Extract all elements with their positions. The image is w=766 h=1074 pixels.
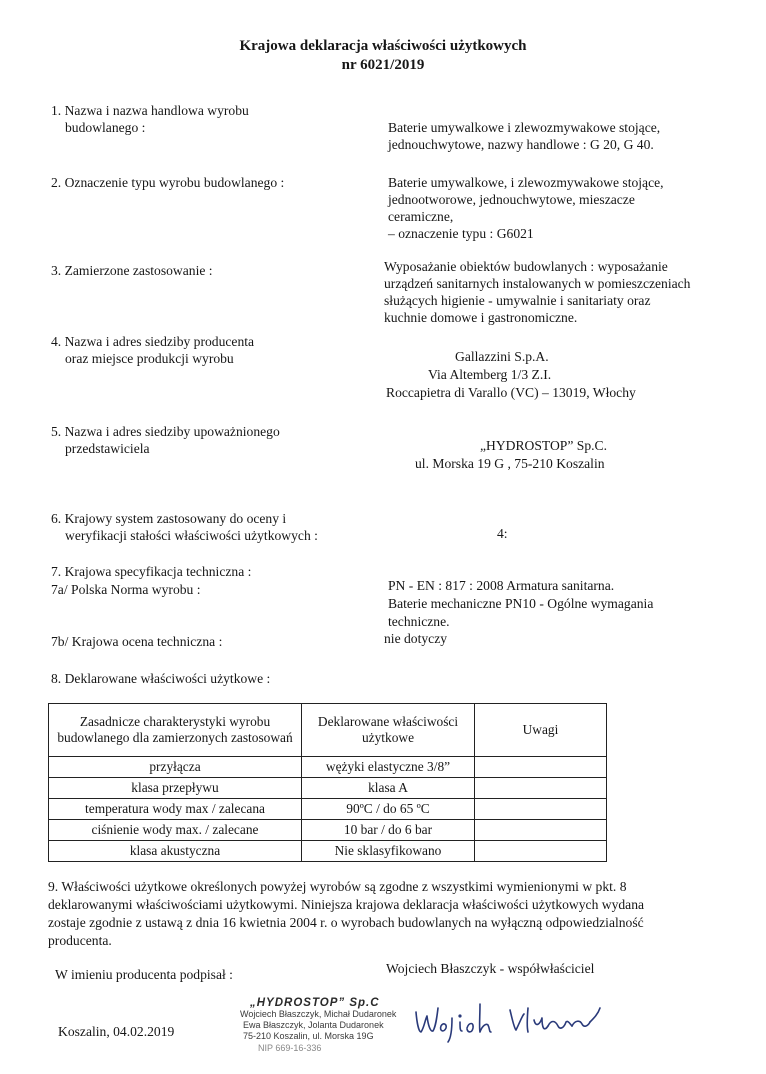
item-4-value-line: Roccapietra di Varallo (VC) – 13019, Włochy	[386, 385, 636, 400]
item-3-label: 3. Zamierzone zastosowanie :	[51, 263, 213, 278]
item-1-value-line: jednouchwytowe, nazwy handlowe : G 20, G 40.	[388, 137, 654, 152]
table-row	[49, 778, 607, 799]
item-5-label: 5. Nazwa i adres siedziby upoważnionego	[51, 424, 280, 439]
item-5-value-line: „HYDROSTOP” Sp.C.	[480, 438, 608, 453]
signature-text: Wojciech Błaszczyk	[520, 1042, 529, 1043]
company-stamp-line: NIP 669-16-336	[258, 1043, 322, 1053]
properties-table	[48, 703, 607, 862]
table-row	[49, 799, 607, 820]
table-cell: wężyki elastyczne 3/8”	[302, 757, 475, 778]
table-header-cell: Deklarowane właściwości użytkowe	[302, 704, 475, 757]
table-cell: przyłącza	[49, 757, 302, 778]
item-2-value-line: ceramiczne,	[388, 209, 454, 224]
statement-line: producenta.	[48, 933, 112, 948]
item-7b-value: nie dotyczy	[384, 631, 448, 646]
company-stamp-title: „HYDROSTOP” Sp.C	[250, 997, 380, 1009]
item-7a-value-line: Baterie mechaniczne PN10 - Ogólne wymagania	[388, 596, 654, 611]
item-3-value-line: Wyposażanie obiektów budowlanych : wyposażanie	[384, 259, 668, 274]
item-8-label: 8. Deklarowane właściwości użytkowe :	[51, 671, 271, 686]
table-header-row	[49, 704, 607, 757]
table-cell: 90ºC / do 65 ºC	[302, 799, 475, 820]
item-7a-value-line: techniczne.	[388, 614, 450, 629]
item-6-label-cont: weryfikacji stałości właściwości użytkowych :	[65, 528, 318, 543]
company-stamp-line: Ewa Błaszczyk, Jolanta Dudaronek	[243, 1020, 384, 1030]
item-3-value-line: kuchnie domowe i gastronomiczne.	[384, 310, 578, 325]
table-cell: 10 bar / do 6 bar	[302, 820, 475, 841]
item-7b-label: 7b/ Krajowa ocena techniczna :	[51, 634, 223, 649]
item-7a-label: 7a/ Polska Norma wyrobu :	[51, 582, 201, 597]
table-row	[49, 841, 607, 862]
item-2-value-line: – oznaczenie typu : G6021	[388, 226, 534, 241]
item-2-value-line: Baterie umywalkowe, i zlewozmywakowe stojące,	[388, 175, 664, 190]
item-1-value-line: Baterie umywalkowe i zlewozmywakowe stojące,	[388, 120, 661, 135]
table-row	[49, 820, 607, 841]
statement-line: zostaje zgodnie z ustawą z dnia 16 kwietnia 2004 r. o wyrobach budowlanych na wyłączną odpowiedzialność	[48, 915, 644, 930]
table-row	[49, 757, 607, 778]
table-cell	[475, 778, 607, 799]
item-7a-value-line: PN - EN : 817 : 2008 Armatura sanitarna.	[388, 578, 615, 593]
item-7-label: 7. Krajowa specyfikacja techniczna :	[51, 564, 252, 579]
item-3-value-line: służących higienie - umywalnie i sanitariaty oraz	[384, 293, 651, 308]
statement-line: deklarowanymi właściwościami użytkowymi. Niniejsza krajowa deklaracja właściwości użytkowych wydana	[48, 897, 645, 912]
item-2-label: 2. Oznaczenie typu wyrobu budowlanego :	[51, 175, 285, 190]
item-5-label-cont: przedstawiciela	[65, 441, 150, 456]
document-title: Krajowa deklaracja właściwości użytkowych	[239, 38, 527, 54]
document-number: nr 6021/2019	[341, 57, 425, 73]
table-cell	[475, 799, 607, 820]
item-4-value-line: Via Altemberg 1/3 Z.I.	[428, 367, 552, 382]
table-cell: klasa A	[302, 778, 475, 799]
table-cell: klasa przepływu	[49, 778, 302, 799]
table-header-cell: Zasadnicze charakterystyki wyrobu budowlanego dla zamierzonych zastosowań	[49, 704, 302, 757]
item-4-label-cont: oraz miejsce produkcji wyrobu	[65, 351, 234, 366]
handwritten-signature	[410, 998, 610, 1046]
item-4-label: 4. Nazwa i adres siedziby producenta	[51, 334, 255, 349]
item-6-label: 6. Krajowy system zastosowany do oceny i	[51, 511, 287, 526]
company-stamp-line: Wojciech Błaszczyk, Michał Dudaronek	[240, 1009, 397, 1019]
table-cell: klasa akustyczna	[49, 841, 302, 862]
statement-line: 9. Właściwości użytkowe określonych powyżej wyrobów są zgodne z wszystkimi wymienionymi w pkt. 8	[48, 879, 627, 894]
item-5-value-line: ul. Morska 19 G , 75-210 Koszalin	[415, 456, 605, 471]
item-4-value-line: Gallazzini S.p.A.	[455, 349, 549, 364]
item-1-label: 1. Nazwa i nazwa handlowa wyrobu	[51, 103, 249, 118]
table-cell: ciśnienie wody max. / zalecane	[49, 820, 302, 841]
table-cell: Nie sklasyfikowano	[302, 841, 475, 862]
item-2-value-line: jednootworowe, jednouchwytowe, mieszacze	[388, 192, 635, 207]
item-1-label-cont: budowlanego :	[65, 120, 146, 135]
signer-name: Wojciech Błaszczyk - współwłaściciel	[386, 961, 595, 976]
table-header-cell: Uwagi	[475, 704, 607, 757]
table-cell	[475, 820, 607, 841]
signed-by-label: W imieniu producenta podpisał :	[55, 967, 233, 982]
table-cell: temperatura wody max / zalecana	[49, 799, 302, 820]
table-cell	[475, 757, 607, 778]
place-and-date: Koszalin, 04.02.2019	[58, 1024, 175, 1039]
item-6-value: 4:	[497, 526, 508, 541]
table-cell	[475, 841, 607, 862]
company-stamp-line: 75-210 Koszalin, ul. Morska 19G	[243, 1031, 374, 1041]
item-3-value-line: urządzeń sanitarnych instalowanych w pomieszczeniach	[384, 276, 691, 291]
